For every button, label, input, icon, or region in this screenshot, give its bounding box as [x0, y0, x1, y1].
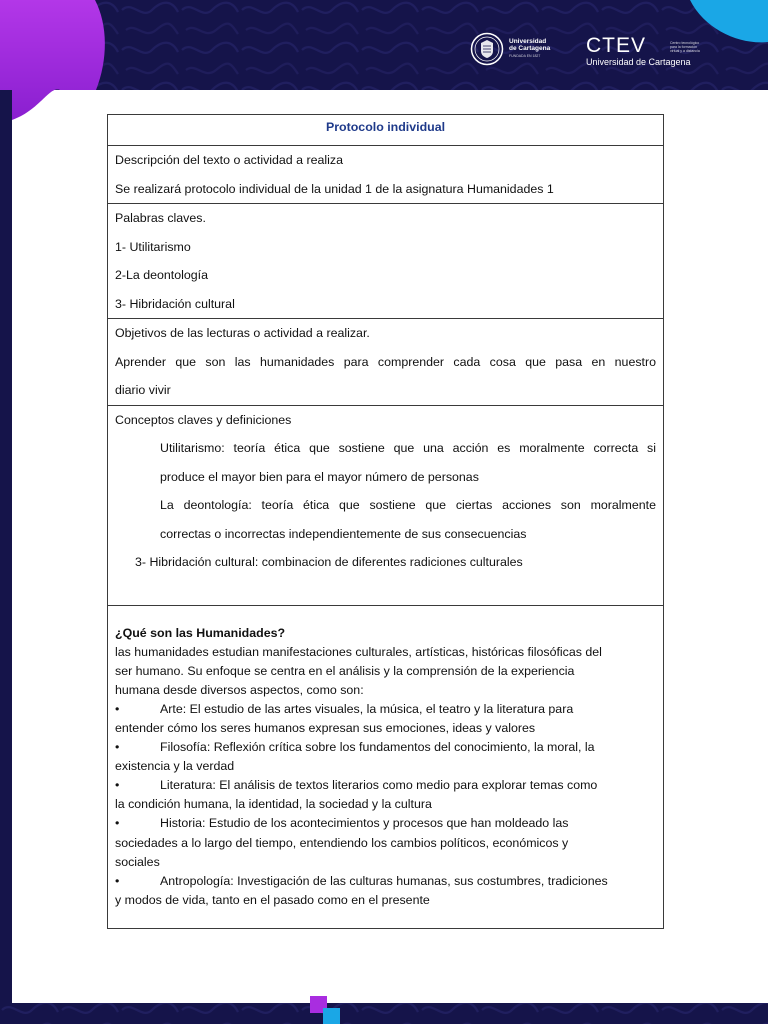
deontologia-def-line2: correctas o incorrectas independientemente de sus consecuencias: [160, 526, 527, 541]
list-item-filosofia: [115, 738, 656, 776]
intro-line2: ser humano. Su enfoque se centra en el análisis y la comprensión de la experiencia: [115, 663, 575, 678]
bullet-icon: •: [115, 701, 120, 716]
objetivos-line2: diario vivir: [115, 383, 171, 397]
utilitarismo-def-line1: Utilitarismo: teoría ética que sostiene que una acción es moralmente correcta si: [160, 441, 656, 455]
objetivos-cell: [108, 319, 664, 406]
filosofia-line1: Filosofía: Reflexión crítica sobre los fundamentos del conocimiento, la moral, la: [160, 740, 595, 755]
palabras-row: [108, 204, 664, 319]
header-logos: [470, 30, 710, 80]
ctev-wordmark: CTEV: [586, 34, 647, 57]
palabras-heading: Palabras claves.: [115, 211, 206, 225]
descripcion-row: [108, 146, 664, 204]
university-line2: de Cartagena: [509, 45, 551, 52]
table-title-row: [108, 115, 664, 146]
arte-line1: Arte: El estudio de las artes visuales, la música, el teatro y la literatura para: [160, 701, 574, 716]
descripcion-heading: Descripción del texto o actividad a realiza: [115, 153, 343, 167]
humanidades-cell: [108, 605, 664, 928]
literatura-line2: la condición humana, la identidad, la sociedad y la cultura: [115, 797, 432, 812]
list-item-antropologia: [115, 872, 656, 910]
ctev-logo: [586, 34, 700, 67]
ctev-tagline: Centro tecnológico para la formación virtual y a distancia: [670, 41, 700, 53]
list-item-arte: [115, 700, 656, 738]
bullet-icon: •: [115, 873, 120, 888]
bullet-icon: •: [115, 778, 120, 793]
objetivos-heading: Objetivos de las lecturas o actividad a realizar.: [115, 326, 370, 340]
intro-line1: las humanidades estudian manifestaciones culturales, artísticas, históricas filosóficas del: [115, 644, 602, 659]
keyword-item: 2-La deontología: [115, 268, 209, 282]
list-item-literatura: [115, 776, 656, 814]
historia-line3: sociales: [115, 854, 160, 869]
utilitarismo-def-line2: produce el mayor bien para el mayor número de personas: [160, 469, 479, 484]
conceptos-row: [108, 405, 664, 605]
keyword-item: 3- Hibridación cultural: [115, 296, 235, 311]
university-seal-icon: [470, 32, 504, 66]
antropologia-line1: Antropología: Investigación de las culturas humanas, sus costumbres, tradiciones: [160, 873, 608, 888]
intro-line3: humana desde diversos aspectos, como son:: [115, 682, 364, 697]
bullet-icon: •: [115, 816, 120, 831]
antropologia-line2: y modos de vida, tanto en el pasado como en el presente: [115, 892, 430, 907]
list-item-historia: [115, 814, 656, 871]
university-founded: FUNDADA EN 1827: [509, 54, 541, 58]
protocol-table: [107, 114, 664, 929]
cyan-square: [323, 1008, 340, 1024]
objetivos-line1: Aprender que son las humanidades para comprender cada cosa que pasa en nuestro: [115, 354, 656, 369]
keyword-item: 1- Utilitarismo: [115, 239, 191, 254]
descripcion-cell: [108, 146, 664, 204]
filosofia-line2: existencia y la verdad: [115, 759, 235, 774]
bullet-icon: •: [115, 740, 120, 755]
objetivos-row: [108, 319, 664, 406]
historia-line2: sociedades a lo largo del tiempo, entendiendo los cambios políticos, económicos y: [115, 835, 569, 850]
university-line1: Universidad: [509, 38, 547, 45]
table-title: Protocolo individual: [108, 115, 664, 146]
literatura-line1: Literatura: El análisis de textos literarios como medio para explorar temas como: [160, 778, 598, 793]
arte-line2: entender cómo los seres humanos expresan sus emociones, ideas y valores: [115, 720, 536, 735]
universidad-logo: [470, 32, 550, 66]
conceptos-heading: Conceptos claves y definiciones: [115, 412, 292, 427]
palabras-cell: [108, 204, 664, 319]
humanidades-row: [108, 605, 664, 928]
historia-line1: Historia: Estudio de los acontecimientos y procesos que han moldeado las: [160, 816, 569, 831]
conceptos-cell: [108, 405, 664, 605]
purple-swoosh: [0, 0, 105, 120]
ctev-subtitle: Universidad de Cartagena: [586, 57, 691, 67]
descripcion-text: Se realizará protocolo individual de la unidad 1 de la asignatura Humanidades 1: [115, 181, 554, 196]
hibridacion-def: 3- Hibridación cultural: combinacion de diferentes radiciones culturales: [135, 555, 523, 569]
deontologia-def-line1: La deontología: teoría ética que sostiene que ciertas acciones son moralmente: [160, 498, 656, 512]
humanidades-question: ¿Qué son las Humanidades?: [115, 625, 286, 640]
left-margin-band: [0, 90, 12, 1024]
